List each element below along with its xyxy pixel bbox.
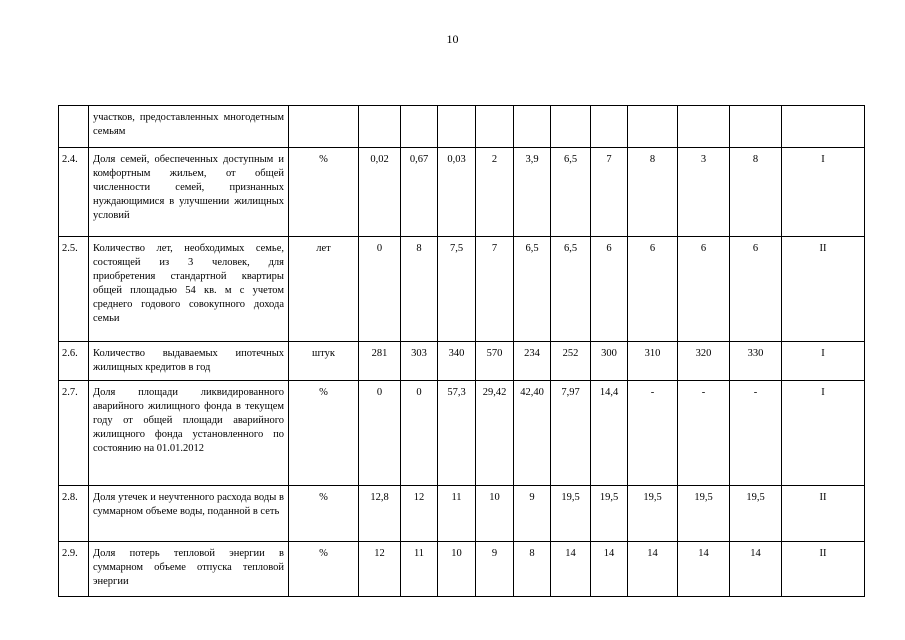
value-cell: 6 (628, 237, 678, 342)
unit-cell: штук (289, 342, 359, 381)
value-cell: 8 (514, 542, 551, 597)
level-cell: II (782, 237, 865, 342)
value-cell: 6 (591, 237, 628, 342)
value-cell: 11 (438, 486, 476, 542)
value-cell: 6,5 (551, 237, 591, 342)
value-cell: 6 (730, 237, 782, 342)
value-cell: 11 (401, 542, 438, 597)
value-cell: 0,67 (401, 148, 438, 237)
value-cell: 7 (476, 237, 514, 342)
value-cell: 3 (678, 148, 730, 237)
value-cell: 0,03 (438, 148, 476, 237)
value-cell: 0 (359, 237, 401, 342)
value-cell: 7,97 (551, 381, 591, 486)
indicator-name: Количество лет, необходимых семье, состоящей из 3 человек, для приобретения стандартной квартиры общей площадью 54 кв. м с учетом среднего годового совокупного дохода семьи (89, 237, 289, 342)
level-cell: I (782, 148, 865, 237)
value-cell: 9 (476, 542, 514, 597)
level-cell: II (782, 486, 865, 542)
indicator-name: Доля потерь тепловой энергии в суммарном объеме отпуска тепловой энергии (89, 542, 289, 597)
value-cell: 42,40 (514, 381, 551, 486)
value-cell: 6 (678, 237, 730, 342)
value-cell: 9 (514, 486, 551, 542)
row-number: 2.7. (59, 381, 89, 486)
value-cell: 19,5 (730, 486, 782, 542)
level-cell: II (782, 542, 865, 597)
value-cell: 8 (730, 148, 782, 237)
table-row (59, 542, 865, 597)
indicator-name: участков, предоставленных многодетным семьям (89, 106, 289, 148)
value-cell: 281 (359, 342, 401, 381)
value-cell: 8 (628, 148, 678, 237)
value-cell: 14,4 (591, 381, 628, 486)
table-row (59, 486, 865, 542)
value-cell (359, 106, 401, 148)
row-number: 2.8. (59, 486, 89, 542)
value-cell: 2 (476, 148, 514, 237)
value-cell: 0 (401, 381, 438, 486)
indicator-name: Доля семей, обеспеченных доступным и комфортным жильем, от общей численности семей, признанных нуждающимися в улучшении жилищных условий (89, 148, 289, 237)
value-cell: 19,5 (551, 486, 591, 542)
table-row (59, 106, 865, 148)
value-cell (476, 106, 514, 148)
value-cell: 252 (551, 342, 591, 381)
unit-cell: % (289, 486, 359, 542)
value-cell: 0 (359, 381, 401, 486)
table-body (59, 106, 865, 597)
value-cell: 303 (401, 342, 438, 381)
row-number: 2.9. (59, 542, 89, 597)
value-cell: 29,42 (476, 381, 514, 486)
value-cell: 0,02 (359, 148, 401, 237)
value-cell: 10 (438, 542, 476, 597)
value-cell (591, 106, 628, 148)
value-cell: 7 (591, 148, 628, 237)
table-row (59, 148, 865, 237)
table-row (59, 381, 865, 486)
value-cell: 12 (401, 486, 438, 542)
value-cell: 6,5 (551, 148, 591, 237)
value-cell: 10 (476, 486, 514, 542)
value-cell: 14 (591, 542, 628, 597)
value-cell: 14 (678, 542, 730, 597)
indicators-table (58, 105, 865, 597)
indicator-name: Количество выдаваемых ипотечных жилищных кредитов в год (89, 342, 289, 381)
value-cell: 12 (359, 542, 401, 597)
value-cell (438, 106, 476, 148)
page-number: 10 (446, 32, 459, 46)
value-cell: 340 (438, 342, 476, 381)
row-number: 2.5. (59, 237, 89, 342)
value-cell: 570 (476, 342, 514, 381)
value-cell: 14 (628, 542, 678, 597)
unit-cell (289, 106, 359, 148)
value-cell: 234 (514, 342, 551, 381)
value-cell: 330 (730, 342, 782, 381)
value-cell: - (678, 381, 730, 486)
row-number: 2.6. (59, 342, 89, 381)
value-cell: 7,5 (438, 237, 476, 342)
value-cell: 12,8 (359, 486, 401, 542)
value-cell: 300 (591, 342, 628, 381)
value-cell (628, 106, 678, 148)
value-cell: 19,5 (591, 486, 628, 542)
value-cell: 14 (730, 542, 782, 597)
level-cell (782, 106, 865, 148)
row-number (59, 106, 89, 148)
value-cell: 320 (678, 342, 730, 381)
value-cell (678, 106, 730, 148)
value-cell: 6,5 (514, 237, 551, 342)
table-row (59, 342, 865, 381)
value-cell: 3,9 (514, 148, 551, 237)
value-cell: 19,5 (678, 486, 730, 542)
unit-cell: % (289, 381, 359, 486)
unit-cell: % (289, 542, 359, 597)
value-cell: 19,5 (628, 486, 678, 542)
value-cell (730, 106, 782, 148)
unit-cell: лет (289, 237, 359, 342)
value-cell: 310 (628, 342, 678, 381)
value-cell: - (628, 381, 678, 486)
level-cell: I (782, 381, 865, 486)
value-cell (401, 106, 438, 148)
level-cell: I (782, 342, 865, 381)
unit-cell: % (289, 148, 359, 237)
value-cell: 57,3 (438, 381, 476, 486)
value-cell (514, 106, 551, 148)
value-cell: 8 (401, 237, 438, 342)
value-cell: 14 (551, 542, 591, 597)
row-number: 2.4. (59, 148, 89, 237)
value-cell: - (730, 381, 782, 486)
table-row (59, 237, 865, 342)
value-cell (551, 106, 591, 148)
indicator-name: Доля утечек и неучтенного расхода воды в суммарном объеме воды, поданной в сеть (89, 486, 289, 542)
indicator-name: Доля площади ликвидированного аварийного жилищного фонда в текущем году от общей площади аварийного жилищного фонда установленного по состоянию на 01.01.2012 (89, 381, 289, 486)
